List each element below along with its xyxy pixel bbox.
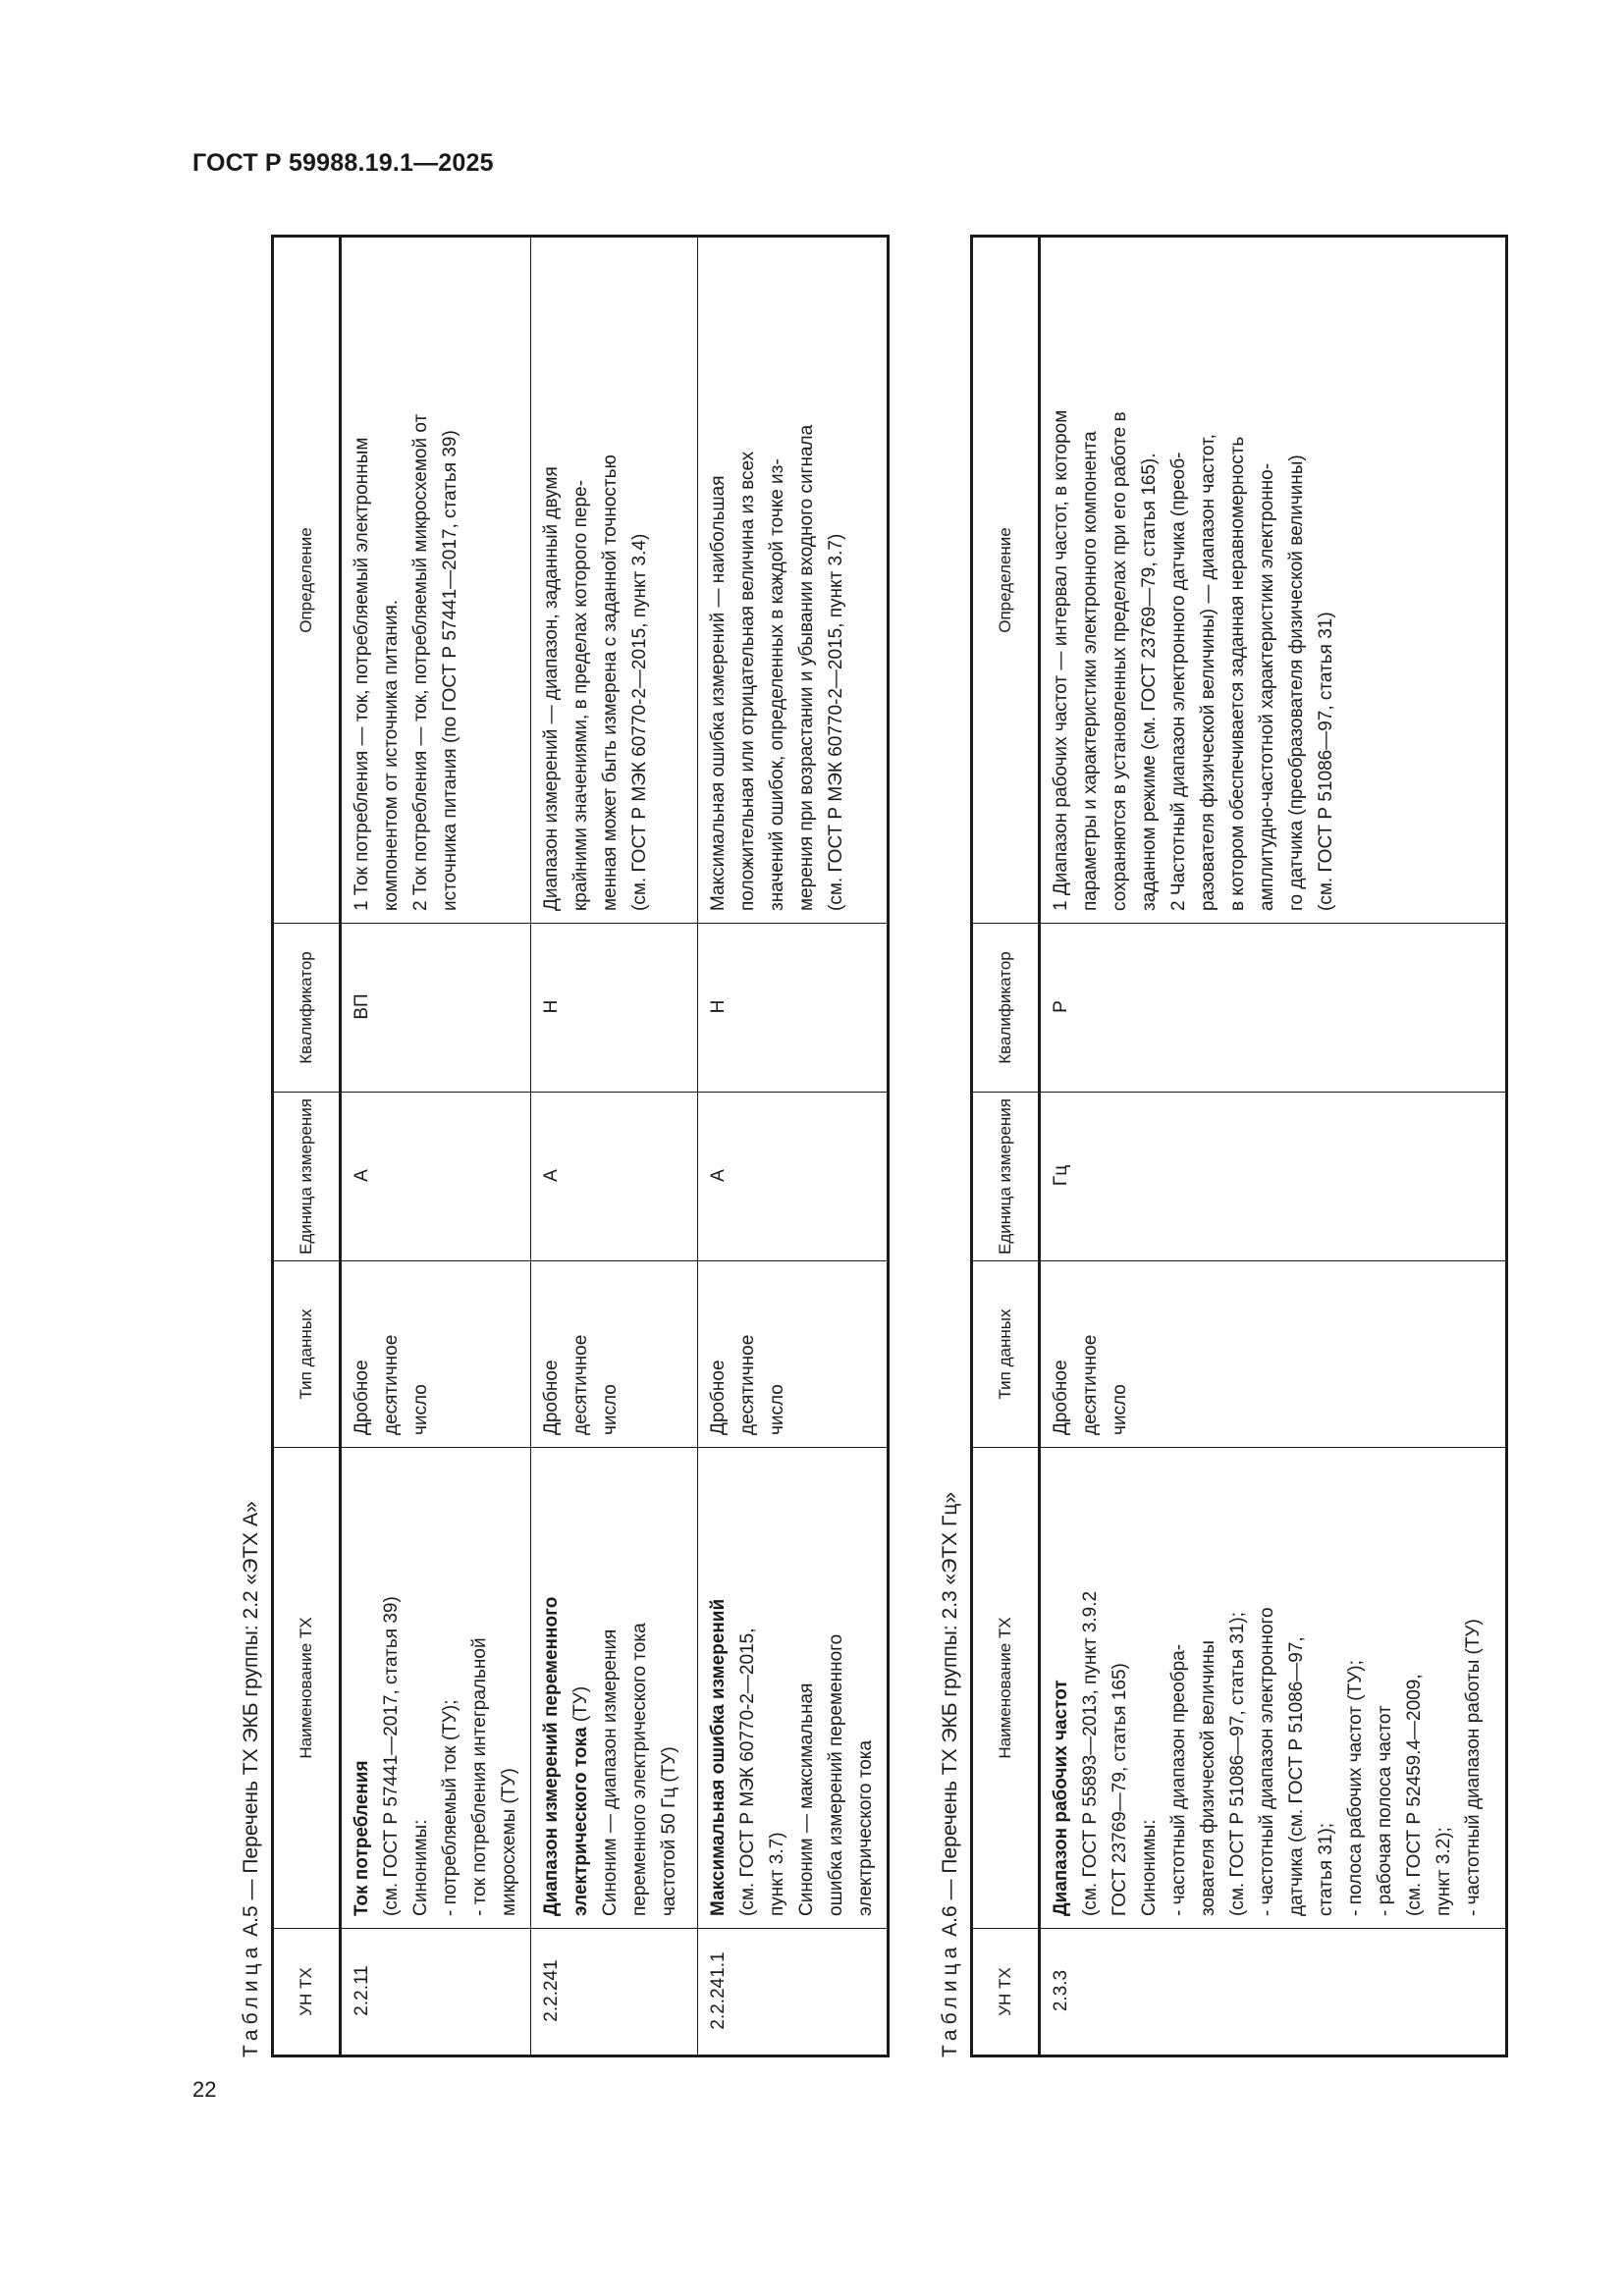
data-type-line: десятичное <box>381 1334 402 1435</box>
cell-qualifier: ВП <box>341 924 531 1093</box>
definition-line: (см. ГОСТ Р МЭК 60770-2—2015, пункт 3.7) <box>826 533 846 911</box>
definition-line: 1 Диапазон рабочих частот — интервал частот, в котором <box>1051 409 1071 911</box>
definition-line: параметры и характеристики электронного компонента <box>1080 431 1101 911</box>
cell-unit: А <box>698 1093 889 1261</box>
table-row <box>698 237 889 2056</box>
table-row <box>341 237 531 2056</box>
definition-line: крайними значениями, в пределах которого пере- <box>570 480 591 911</box>
cell-id: 2.3.3 <box>1040 1929 1507 2056</box>
definition-line: (см. ГОСТ Р 51086—97, статья 31) <box>1316 612 1336 911</box>
table-header-row <box>273 237 341 2056</box>
definition-line: го датчика (преобразователя физической величины) <box>1286 454 1307 911</box>
col-header-definition: Определение <box>972 237 1040 924</box>
col-header-qualifier: Квалификатор <box>972 924 1040 1093</box>
definition-line: в котором обеспечивается заданная неравномерность <box>1227 436 1248 911</box>
name-title: Максимальная ошибка измерений <box>708 1598 729 1916</box>
definition-line: положительная или отрицательная величина из всех <box>737 451 758 911</box>
cell-id: 2.2.241.1 <box>698 1929 889 2056</box>
cell-definition <box>698 237 889 924</box>
definition-line: амплитудно-частотной характеристики электронно- <box>1257 462 1277 911</box>
table-a5 <box>271 235 890 2057</box>
name-line: переменного электрического тока <box>629 1623 650 1916</box>
table-a6-rotated-block <box>931 232 1484 2057</box>
cell-name <box>698 1448 889 1929</box>
col-header-name: Наименование ТХ <box>972 1448 1040 1929</box>
cell-data-type <box>531 1261 698 1448</box>
table-header-row <box>972 237 1040 2056</box>
cell-qualifier: Р <box>1040 924 1507 1093</box>
definition-line: мерения при возрастании и убывании входного сигнала <box>796 424 817 911</box>
data-type-line: Дробное <box>541 1360 562 1435</box>
col-header-id: УН ТХ <box>972 1929 1040 2056</box>
caption-text: А.6 — Перечень ТХ ЭКБ группы: 2.3 «ЭТХ Гц» <box>939 1491 961 1943</box>
cell-definition <box>341 237 531 924</box>
col-header-unit: Единица измерения <box>972 1093 1040 1261</box>
definition-line: (см. ГОСТ Р МЭК 60770-2—2015, пункт 3.4) <box>629 533 650 911</box>
col-header-definition: Определение <box>273 237 341 924</box>
cell-unit: А <box>341 1093 531 1261</box>
data-type-line: десятичное <box>1080 1334 1101 1435</box>
col-header-data-type: Тип данных <box>972 1261 1040 1448</box>
cell-name <box>341 1448 531 1929</box>
name-line: (см. ГОСТ Р 57441—2017, статья 39) <box>381 1596 402 1916</box>
name-line: ошибка измерений переменного <box>826 1633 846 1916</box>
table-row <box>531 237 698 2056</box>
name-line: зователя физической величины <box>1198 1640 1218 1916</box>
name-line: ГОСТ 23769—79, статья 165) <box>1110 1663 1130 1916</box>
name-line: - полоса рабочих частот (ТУ); <box>1345 1660 1366 1916</box>
name-line: электрического тока <box>855 1739 876 1916</box>
col-header-unit: Единица измерения <box>273 1093 341 1261</box>
cell-unit: Гц <box>1040 1093 1507 1261</box>
definition-line: заданном режиме (см. ГОСТ 23769—79, статья 165). <box>1139 453 1160 911</box>
cell-data-type <box>341 1261 531 1448</box>
cell-qualifier: Н <box>531 924 698 1093</box>
name-line: - частотный диапазон работы (ТУ) <box>1463 1619 1484 1916</box>
name-line: Синоним — максимальная <box>796 1682 817 1916</box>
cell-unit: А <box>531 1093 698 1261</box>
name-line: (см. ГОСТ Р 52459.4—2009, <box>1404 1674 1425 1916</box>
definition-line: значений ошибок, определенных в каждой точке из- <box>767 458 787 911</box>
document-header: ГОСТ Р 59988.19.1—2025 <box>192 149 494 177</box>
table-caption <box>232 1501 271 2057</box>
name-line: микросхемы (ТУ) <box>499 1768 519 1916</box>
name-line: (см. ГОСТ Р МЭК 60770-2—2015, <box>737 1628 758 1916</box>
name-line: статья 31); <box>1316 1822 1336 1916</box>
col-header-data-type: Тип данных <box>273 1261 341 1448</box>
definition-line: 1 Ток потребления — ток, потребляемый электронным <box>352 437 372 911</box>
definition-line: Максимальная ошибка измерений — наибольшая <box>708 475 729 911</box>
data-type-line: число <box>767 1384 787 1435</box>
name-line: (см. ГОСТ Р 51086—97, статья 31); <box>1227 1612 1248 1916</box>
name-line: (см. ГОСТ Р 55893—2013, пункт 3.9.2 <box>1080 1590 1101 1916</box>
cell-data-type <box>1040 1261 1507 1448</box>
table-a5-rotated-block <box>232 232 876 2057</box>
definition-line: 2 Частотный диапазон электронного датчика (преоб- <box>1168 452 1189 911</box>
name-line: - частотный диапазон преобра- <box>1168 1643 1189 1916</box>
caption-lead: Таблица <box>240 1942 262 2057</box>
data-type-line: десятичное <box>737 1334 758 1435</box>
name-line: - частотный диапазон электронного <box>1257 1607 1277 1916</box>
cell-data-type <box>698 1261 889 1448</box>
cell-definition <box>1040 237 1507 924</box>
data-type-line: Дробное <box>1051 1360 1071 1435</box>
name-title: Ток потребления <box>352 1760 372 1916</box>
cell-definition <box>531 237 698 924</box>
caption-text: А.5 — Перечень ТХ ЭКБ группы: 2.2 «ЭТХ А» <box>240 1501 262 1943</box>
data-type-line: число <box>600 1384 621 1435</box>
name-line: датчика (см. ГОСТ Р 51086—97, <box>1286 1636 1307 1916</box>
data-type-line: число <box>410 1384 431 1435</box>
name-line: Синонимы: <box>410 1819 431 1916</box>
cell-name <box>1040 1448 1507 1929</box>
col-header-id: УН ТХ <box>273 1929 341 2056</box>
definition-line: компонентом от источника питания. <box>381 599 402 911</box>
definition-line: сохраняются в установленных пределах при его работе в <box>1110 411 1130 911</box>
name-line: - рабочая полоса частот <box>1375 1705 1395 1916</box>
data-type-line: Дробное <box>352 1360 372 1435</box>
data-type-line: число <box>1110 1384 1130 1435</box>
name-title: Диапазон рабочих частот <box>1051 1680 1071 1916</box>
cell-qualifier: Н <box>698 924 889 1093</box>
name-line: Синоним — диапазон измерения <box>600 1629 621 1916</box>
definition-line: разователя физической величины) — диапазон частот, <box>1198 434 1218 911</box>
cell-id: 2.2.11 <box>341 1929 531 2056</box>
table-caption <box>931 1492 970 2057</box>
table-row <box>1040 237 1507 2056</box>
name-line: - потребляемый ток (ТУ); <box>440 1699 460 1916</box>
definition-line: источника питания (по ГОСТ Р 57441—2017, статья 39) <box>440 430 460 911</box>
cell-id: 2.2.241 <box>531 1929 698 2056</box>
definition-line: менная может быть измерена с заданной точностью <box>600 454 621 911</box>
col-header-name: Наименование ТХ <box>273 1448 341 1929</box>
name-line: частотой 50 Гц (ТУ) <box>659 1746 679 1916</box>
name-title: Диапазон измерений переменного электрического тока <box>541 1596 591 1916</box>
col-header-qualifier: Квалификатор <box>273 924 341 1093</box>
name-line: (ТУ) <box>570 1685 591 1723</box>
definition-line: 2 Ток потребления — ток, потребляемый микросхемой от <box>410 413 431 911</box>
name-line: пункт 3.2); <box>1434 1827 1454 1916</box>
name-line: пункт 3.7) <box>767 1832 787 1916</box>
table-a6 <box>970 235 1508 2057</box>
definition-line: Диапазон измерений — диапазон, заданный двумя <box>541 466 562 911</box>
data-type-line: Дробное <box>708 1360 729 1435</box>
page-number: 22 <box>192 2077 217 2102</box>
caption-lead: Таблица <box>939 1942 961 2057</box>
cell-name <box>531 1448 698 1929</box>
name-line: Синонимы: <box>1139 1819 1160 1916</box>
name-line: - ток потребления интегральной <box>469 1637 490 1916</box>
data-type-line: десятичное <box>570 1334 591 1435</box>
